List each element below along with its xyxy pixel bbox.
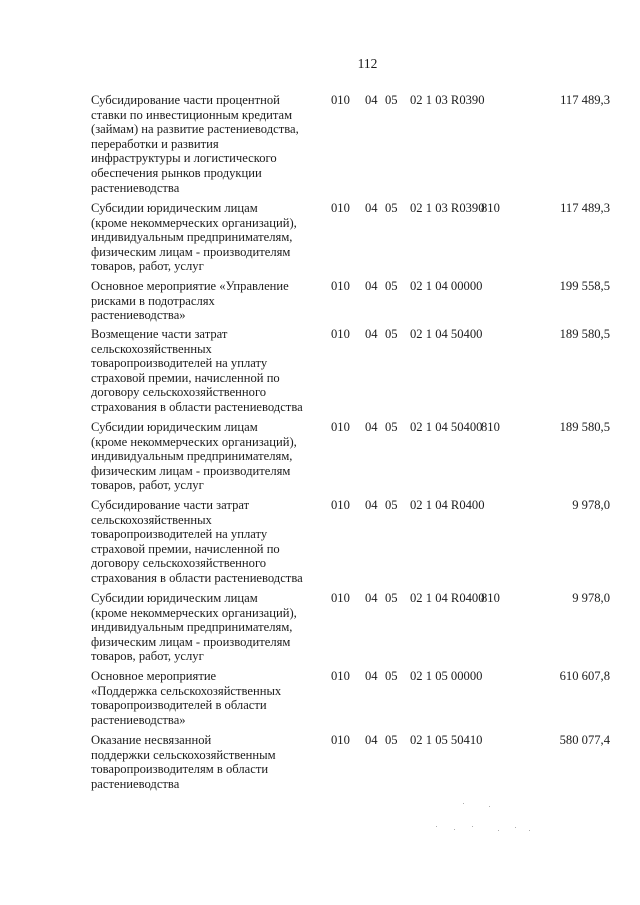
target-article-code: 02 1 04 R0400 [410, 498, 485, 512]
target-article-code: 02 1 03 R0390 [410, 93, 485, 107]
target-article-code: 02 1 04 50400 [410, 327, 483, 341]
row-amount: 580 077,4 [559, 733, 610, 747]
subsection-code: 05 [385, 733, 398, 747]
row-description: Субсидирование части процентной ставки по инвестиционным кредитам (займам) на развитие растениеводства, переработки и развития инфраструктуры и логистического обеспечения рынков продукции растениеводства [91, 93, 299, 195]
ministry-code: 010 [331, 733, 350, 747]
section-code: 04 [365, 498, 378, 512]
row-description: Основное мероприятие «Поддержка сельскохозяйственных товаропроизводителей в области растениеводства» [91, 669, 282, 727]
expense-type-code: 810 [481, 420, 500, 434]
subsection-code: 05 [385, 420, 398, 434]
subsection-code: 05 [385, 93, 398, 107]
expense-type-code: 810 [481, 591, 500, 605]
ministry-code: 010 [331, 327, 350, 341]
section-code: 04 [365, 279, 378, 293]
row-amount: 189 580,5 [559, 327, 610, 341]
subsection-code: 05 [385, 498, 398, 512]
row-description: Возмещение части затрат сельскохозяйственных товаропроизводителей на уплату страховой премии, начисленной по договору сельскохозяйственного страхования в области растениеводства [91, 327, 303, 414]
row-description: Субсидии юридическим лицам (кроме некоммерческих организаций), индивидуальным предпринимателям, физическим лицам - производителям товаров, работ, услуг [91, 420, 297, 493]
section-code: 04 [365, 733, 378, 747]
target-article-code: 02 1 04 50400 [410, 420, 483, 434]
row-amount: 117 489,3 [560, 201, 610, 215]
row-description: Субсидии юридическим лицам (кроме некоммерческих организаций), индивидуальным предпринимателям, физическим лицам - производителям товаров, работ, услуг [91, 591, 297, 664]
row-description: Оказание несвязанной поддержки сельскохозяйственным товаропроизводителям в области растениеводства [91, 733, 276, 791]
row-amount: 610 607,8 [559, 669, 610, 683]
subsection-code: 05 [385, 669, 398, 683]
target-article-code: 02 1 05 00000 [410, 669, 483, 683]
row-description: Субсидирование части затрат сельскохозяйственных товаропроизводителей на уплату страховой премии, начисленной по договору сельскохозяйственного страхования в области растениеводства [91, 498, 303, 585]
expense-type-code: 810 [481, 201, 500, 215]
section-code: 04 [365, 591, 378, 605]
ministry-code: 010 [331, 420, 350, 434]
target-article-code: 02 1 04 R0400 [410, 591, 485, 605]
row-amount: 199 558,5 [559, 279, 610, 293]
ministry-code: 010 [331, 279, 350, 293]
section-code: 04 [365, 420, 378, 434]
section-code: 04 [365, 669, 378, 683]
target-article-code: 02 1 03 R0390 [410, 201, 485, 215]
subsection-code: 05 [385, 327, 398, 341]
subsection-code: 05 [385, 591, 398, 605]
subsection-code: 05 [385, 279, 398, 293]
row-amount: 117 489,3 [560, 93, 610, 107]
ministry-code: 010 [331, 498, 350, 512]
ministry-code: 010 [331, 591, 350, 605]
subsection-code: 05 [385, 201, 398, 215]
row-amount: 189 580,5 [559, 420, 610, 434]
ministry-code: 010 [331, 669, 350, 683]
ministry-code: 010 [331, 93, 350, 107]
section-code: 04 [365, 201, 378, 215]
ministry-code: 010 [331, 201, 350, 215]
row-description: Основное мероприятие «Управление рисками в подотраслях растениеводства» [91, 279, 289, 323]
section-code: 04 [365, 93, 378, 107]
target-article-code: 02 1 04 00000 [410, 279, 483, 293]
page-number: 112 [357, 56, 378, 71]
section-code: 04 [365, 327, 378, 341]
row-description: Субсидии юридическим лицам (кроме некоммерческих организаций), индивидуальным предпринимателям, физическим лицам - производителям товаров, работ, услуг [91, 201, 297, 274]
row-amount: 9 978,0 [572, 498, 610, 512]
row-amount: 9 978,0 [572, 591, 610, 605]
target-article-code: 02 1 05 50410 [410, 733, 483, 747]
